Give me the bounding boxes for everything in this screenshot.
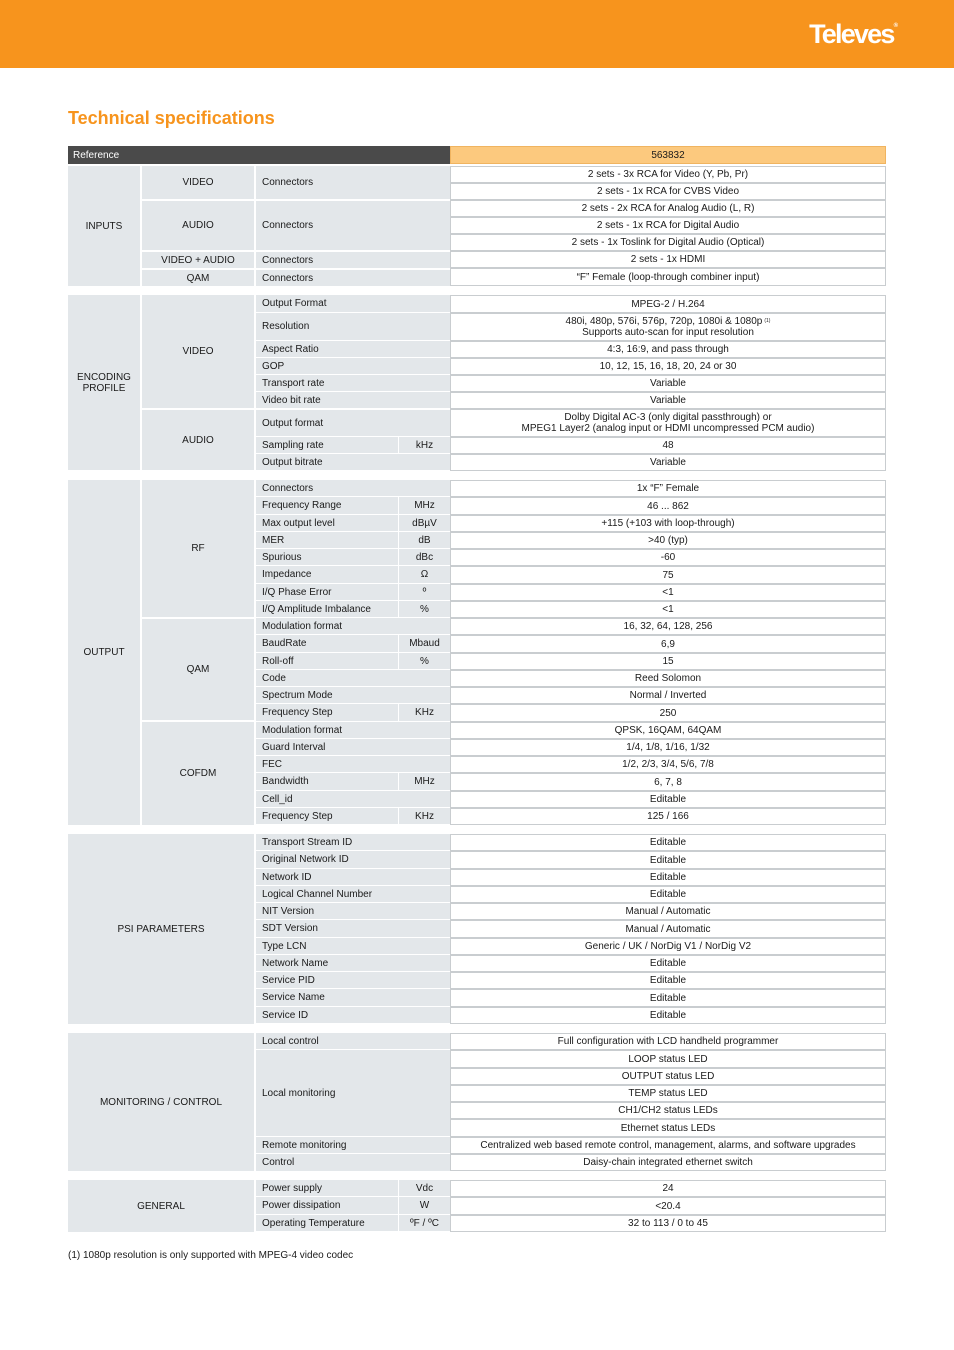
output-unit: KHz <box>399 704 450 721</box>
encoding-audio-group: AUDIO <box>142 410 254 470</box>
monitoring-label: Local control <box>256 1033 450 1049</box>
output-label: Modulation format <box>256 618 450 634</box>
monitoring-value: CH1/CH2 status LEDs <box>450 1102 886 1119</box>
monitoring-value: LOOP status LED <box>450 1050 886 1068</box>
encoding-value: 10, 12, 15, 16, 18, 20, 24 or 30 <box>450 358 886 375</box>
psi-value: Editable <box>450 851 886 869</box>
psi-value: Manual / Automatic <box>450 903 886 920</box>
output-unit: º <box>399 584 450 600</box>
output-unit: MHz <box>399 497 450 514</box>
general-unit: W <box>399 1197 450 1214</box>
monitoring-value: OUTPUT status LED <box>450 1068 886 1085</box>
output-value: <1 <box>450 584 886 601</box>
general-label: Power supply <box>256 1180 398 1196</box>
psi-label: Logical Channel Number <box>256 886 450 902</box>
output-unit: dB <box>399 532 450 548</box>
output-unit: MHz <box>399 773 450 790</box>
output-value: 6,9 <box>450 635 886 653</box>
general-unit: Vdc <box>399 1180 450 1196</box>
output-value: 1/2, 2/3, 3/4, 5/6, 7/8 <box>450 756 886 773</box>
output-label: FEC <box>256 756 450 772</box>
encoding-value: Variable <box>450 392 886 409</box>
output-value: <1 <box>450 601 886 618</box>
inputs-category: INPUTS <box>68 166 140 286</box>
output-value: 1x “F” Female <box>450 480 886 497</box>
output-label: Connectors <box>256 480 450 496</box>
general-label: Power dissipation <box>256 1197 398 1214</box>
psi-value: Editable <box>450 955 886 972</box>
output-unit: % <box>399 653 450 669</box>
encoding-label: Output format <box>256 410 450 436</box>
encoding-value: MPEG-2 / H.264 <box>450 295 886 313</box>
encoding-label: Transport rate <box>256 375 450 391</box>
encoding-label: Sampling rate <box>256 437 398 453</box>
output-value: 16, 32, 64, 128, 256 <box>450 618 886 635</box>
output-label: Frequency Step <box>256 808 398 824</box>
output-value: +115 (+103 with loop-through) <box>450 515 886 532</box>
footnote: (1) 1080p resolution is only supported with MPEG-4 video codec <box>68 1250 354 1261</box>
output-value: 1/4, 1/8, 1/16, 1/32 <box>450 739 886 756</box>
inputs-video-group: VIDEO <box>142 166 254 199</box>
monitoring-label: Local monitoring <box>256 1050 450 1136</box>
general-value: 32 to 113 / 0 to 45 <box>450 1215 886 1232</box>
output-label: Max output level <box>256 515 398 531</box>
output-value: Reed Solomon <box>450 670 886 687</box>
output-value: 125 / 166 <box>450 808 886 825</box>
spec-table <box>68 0 886 1350</box>
output-value: 6, 7, 8 <box>450 773 886 791</box>
output-category: OUTPUT <box>68 480 140 825</box>
reference-label: Reference <box>68 146 450 164</box>
output-label: Frequency Step <box>256 704 398 721</box>
psi-value: Editable <box>450 886 886 903</box>
monitoring-value: TEMP status LED <box>450 1085 886 1102</box>
output-label: I/Q Amplitude Imbalance <box>256 601 398 617</box>
televes-logo: Televes® <box>809 19 898 49</box>
inputs-qam-group: QAM <box>142 270 254 286</box>
psi-value: Editable <box>450 972 886 989</box>
output-label: Roll-off <box>256 653 398 669</box>
encoding-label: Aspect Ratio <box>256 341 450 357</box>
general-value: <20.4 <box>450 1197 886 1215</box>
encoding-value: Variable <box>450 375 886 392</box>
output-label: I/Q Phase Error <box>256 584 398 600</box>
general-category: GENERAL <box>68 1180 254 1232</box>
output-label: Cell_id <box>256 791 450 807</box>
encoding-resolution-value: 480i, 480p, 576i, 576p, 720p, 1080i & 1080p $^{(1)}$ Supports auto-scan for input resolution <box>450 313 886 341</box>
encoding-value: Variable <box>450 454 886 471</box>
output-value: 15 <box>450 653 886 670</box>
psi-label: NIT Version <box>256 903 450 919</box>
psi-value: Manual / Automatic <box>450 920 886 938</box>
output-label: Spurious <box>256 549 398 565</box>
inputs-qam-connectors-label: Connectors <box>256 270 450 286</box>
monitoring-value: Ethernet status LEDs <box>450 1119 886 1137</box>
psi-value: Editable <box>450 869 886 886</box>
psi-value: Editable <box>450 1007 886 1024</box>
output-unit: KHz <box>399 808 450 824</box>
output-label: Impedance <box>256 566 398 583</box>
psi-label: Service ID <box>256 1007 450 1023</box>
output-value: Normal / Inverted <box>450 687 886 704</box>
inputs-value: 2 sets - 1x HDMI <box>450 251 886 268</box>
general-unit: ºF / ºC <box>399 1215 450 1231</box>
psi-label: Service PID <box>256 972 450 988</box>
monitoring-value: Full configuration with LCD handheld programmer <box>450 1033 886 1050</box>
encoding-unit: kHz <box>399 437 450 453</box>
output-value: QPSK, 16QAM, 64QAM <box>450 722 886 739</box>
psi-label: Original Network ID <box>256 851 450 868</box>
inputs-value: 2 sets - 1x Toslink for Digital Audio (Optical) <box>450 234 886 251</box>
psi-label: Network ID <box>256 869 450 885</box>
encoding-audio-format-value: Dolby Digital AC-3 (only digital passthrough) or MPEG1 Layer2 (analog input or HDMI uncompressed PCM audio) <box>450 409 886 437</box>
encoding-label: Resolution <box>256 313 450 340</box>
encoding-label: Output Format <box>256 295 450 312</box>
encoding-label: GOP <box>256 358 450 374</box>
output-cofdm-group: COFDM <box>142 722 254 825</box>
output-unit: Ω <box>399 566 450 583</box>
psi-category: PSI PARAMETERS <box>68 834 254 1024</box>
output-label: Spectrum Mode <box>256 687 450 703</box>
encoding-video-group: VIDEO <box>142 295 254 408</box>
output-unit: dBµV <box>399 515 450 531</box>
output-label: Bandwidth <box>256 773 398 790</box>
page-title: Technical specifications <box>68 108 275 128</box>
monitoring-label: Remote monitoring <box>256 1137 450 1153</box>
psi-label: Service Name <box>256 989 450 1006</box>
encoding-value: 48 <box>450 437 886 454</box>
inputs-audio-connectors-label: Connectors <box>256 201 450 250</box>
monitoring-label: Control <box>256 1154 450 1171</box>
output-label: Code <box>256 670 450 686</box>
output-value: Editable <box>450 791 886 808</box>
output-unit: dBc <box>399 549 450 565</box>
inputs-video-audio-group: VIDEO + AUDIO <box>142 252 254 268</box>
psi-label: SDT Version <box>256 920 450 937</box>
reference-value: 563832 <box>450 146 886 164</box>
encoding-label: Output bitrate <box>256 454 450 470</box>
inputs-value: 2 sets - 2x RCA for Analog Audio (L, R) <box>450 200 886 217</box>
output-unit: % <box>399 601 450 617</box>
general-label: Operating Temperature <box>256 1215 398 1231</box>
general-value: 24 <box>450 1180 886 1197</box>
output-value: >40 (typ) <box>450 532 886 549</box>
inputs-value: 2 sets - 1x RCA for CVBS Video <box>450 183 886 200</box>
psi-value: Editable <box>450 834 886 851</box>
inputs-av-connectors-label: Connectors <box>256 252 450 268</box>
output-label: Modulation format <box>256 722 450 738</box>
monitoring-category: MONITORING / CONTROL <box>68 1033 254 1171</box>
encoding-value: 4:3, 16:9, and pass through <box>450 341 886 358</box>
output-value: 75 <box>450 566 886 584</box>
output-rf-group: RF <box>142 480 254 617</box>
inputs-value: “F” Female (loop-through combiner input) <box>450 268 886 286</box>
output-value: 46 ... 862 <box>450 497 886 515</box>
encoding-label: Video bit rate <box>256 392 450 408</box>
psi-label: Type LCN <box>256 938 450 954</box>
inputs-video-connectors-label: Connectors <box>256 166 450 199</box>
psi-label: Network Name <box>256 955 450 971</box>
output-label: Frequency Range <box>256 497 398 514</box>
monitoring-value: Centralized web based remote control, management, alarms, and software upgrades <box>450 1137 886 1154</box>
inputs-value: 2 sets - 3x RCA for Video (Y, Pb, Pr) <box>450 166 886 183</box>
psi-value: Generic / UK / NorDig V1 / NorDig V2 <box>450 938 886 955</box>
output-label: BaudRate <box>256 635 398 652</box>
monitoring-value: Daisy-chain integrated ethernet switch <box>450 1154 886 1171</box>
output-value: 250 <box>450 704 886 722</box>
output-unit: Mbaud <box>399 635 450 652</box>
output-label: MER <box>256 532 398 548</box>
psi-value: Editable <box>450 989 886 1007</box>
inputs-value: 2 sets - 1x RCA for Digital Audio <box>450 217 886 234</box>
output-value: -60 <box>450 549 886 566</box>
psi-label: Transport Stream ID <box>256 834 450 850</box>
encoding-category: ENCODING PROFILE <box>68 295 140 470</box>
output-label: Guard Interval <box>256 739 450 755</box>
output-qam-group: QAM <box>142 619 254 720</box>
inputs-audio-group: AUDIO <box>142 201 254 250</box>
